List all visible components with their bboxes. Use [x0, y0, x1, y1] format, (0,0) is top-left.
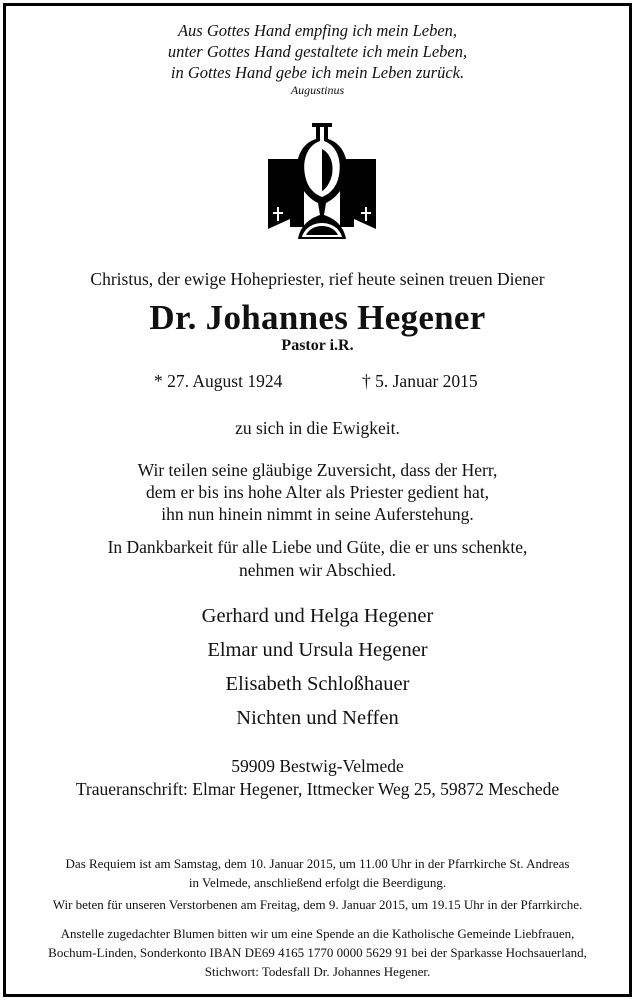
- death-date: † 5. Januar 2015: [362, 371, 478, 391]
- notice-line: Stichwort: Todesfall Dr. Johannes Hegener.: [204, 964, 431, 979]
- obituary-notice: [3, 3, 632, 997]
- deceased-title: Pastor i.R.: [281, 337, 354, 354]
- mourning-address: Traueranschrift: Elmar Hegener, Ittmecker Weg 25, 59872 Meschede: [75, 779, 560, 799]
- address-block: [6, 755, 629, 801]
- paragraph-line: Wir teilen seine gläubige Zuversicht, dass der Herr,: [137, 460, 498, 480]
- prayer-notice: Wir beten für unseren Verstorbenen am Freitag, dem 9. Januar 2015, um 19.15 Uhr in der Pfarrkirche.: [52, 897, 583, 912]
- chalice-stole-icon: [264, 119, 380, 249]
- verse-line: Aus Gottes Hand empfing ich mein Leben,: [177, 21, 458, 40]
- deceased-name: Dr. Johannes Hegener: [149, 298, 486, 337]
- requiem-notice: [6, 854, 629, 892]
- paragraph-line: In Dankbarkeit für alle Liebe und Güte, die er uns schenkte,: [107, 537, 528, 557]
- paragraph-line: ihn nun hinein nimmt in seine Auferstehung.: [161, 504, 474, 524]
- family-member: Gerhard und Helga Hegener: [201, 605, 434, 627]
- notice-line: in Velmede, anschließend erfolgt die Beerdigung.: [188, 875, 447, 890]
- verse: [6, 20, 629, 83]
- paragraph-faith: [6, 459, 629, 525]
- donation-notice: [6, 924, 629, 981]
- verse-line: in Gottes Hand gebe ich mein Leben zurück.: [170, 63, 465, 82]
- place: 59909 Bestwig-Velmede: [231, 756, 404, 776]
- paragraph-eternity: zu sich in die Ewigkeit.: [235, 418, 400, 438]
- intro-text: Christus, der ewige Hohepriester, rief heute seinen treuen Diener: [90, 269, 545, 289]
- family-member: Elisabeth Schloßhauer: [225, 673, 410, 695]
- family-member: Nichten und Neffen: [236, 707, 399, 729]
- notice-line: Bochum-Linden, Sonderkonto IBAN DE69 4165 1770 0000 5629 91 bei der Sparkasse Hochsauerland,: [48, 945, 587, 960]
- verse-attribution: Augustinus: [290, 83, 345, 97]
- paragraph-line: nehmen wir Abschied.: [239, 560, 396, 580]
- family-member: Elmar und Ursula Hegener: [207, 639, 428, 661]
- family-list: [6, 599, 629, 735]
- notice-line: Anstelle zugedachter Blumen bitten wir um eine Spende an die Katholische Gemeinde Liebfrauen,: [60, 926, 575, 941]
- birth-date: * 27. August 1924: [154, 371, 283, 391]
- paragraph-line: dem er bis ins hohe Alter als Priester gedient hat,: [145, 482, 490, 502]
- paragraph-gratitude: [6, 536, 629, 582]
- verse-line: unter Gottes Hand gestaltete ich mein Leben,: [167, 42, 468, 61]
- notice-line: Das Requiem ist am Samstag, dem 10. Januar 2015, um 11.00 Uhr in der Pfarrkirche St. Andreas: [65, 856, 570, 871]
